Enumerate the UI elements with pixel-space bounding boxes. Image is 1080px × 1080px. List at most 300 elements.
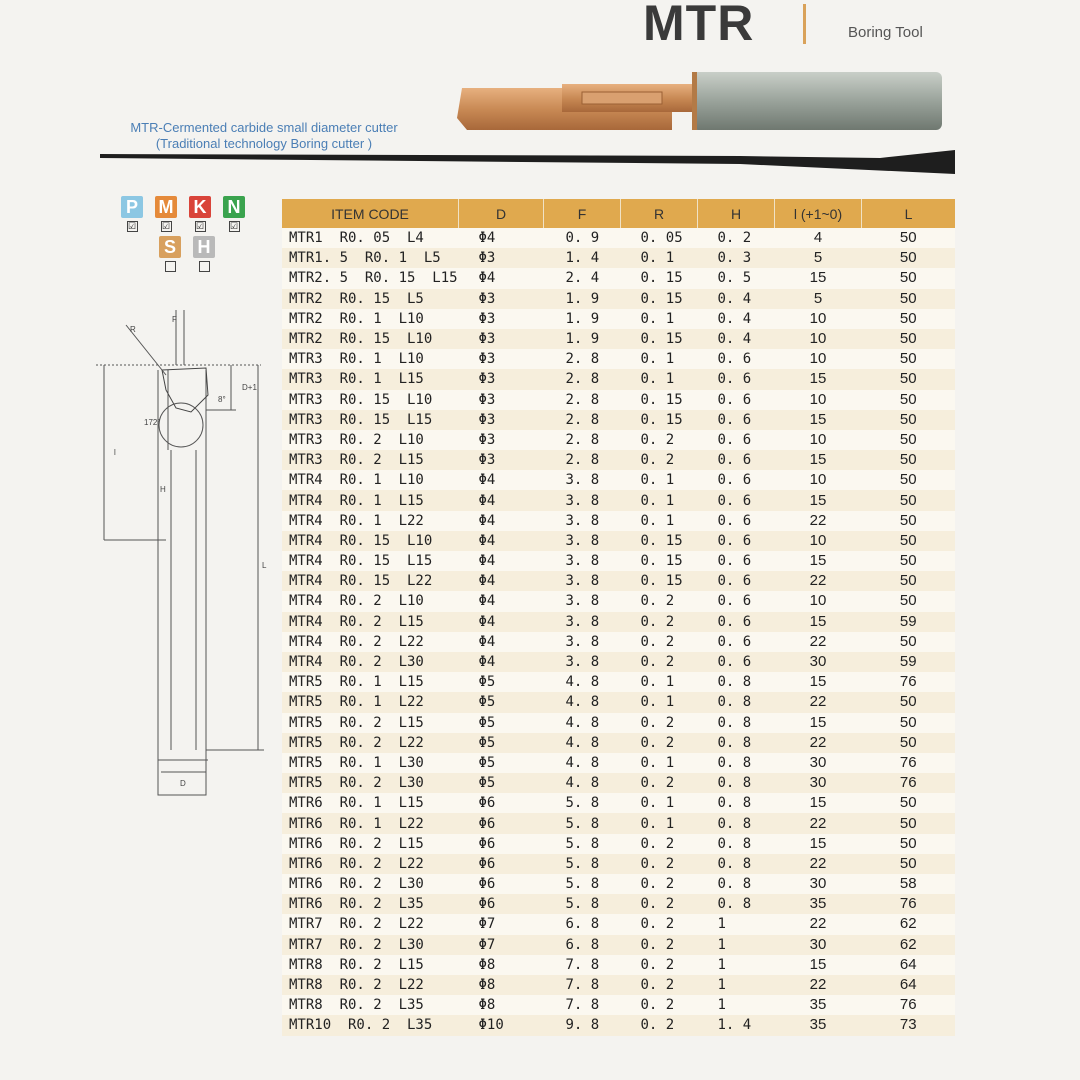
cell-h: 0. 6 [698, 591, 775, 611]
cell-item-code: MTR5 R0. 2 L30 [282, 773, 459, 793]
cell-d: Φ6 [459, 854, 544, 874]
cell-d: Φ4 [459, 571, 544, 591]
cell-h: 0. 8 [698, 733, 775, 753]
description-line-2: (Traditional technology Boring cutter ) [155, 136, 373, 151]
cell-h: 1 [698, 975, 775, 995]
cell-l-small: 30 [775, 753, 862, 773]
drawing-label-big-l: L [262, 561, 267, 570]
table-row [282, 935, 955, 955]
material-s [158, 236, 182, 272]
cell-item-code: MTR2 R0. 1 L10 [282, 309, 459, 329]
cell-item-code: MTR2. 5 R0. 15 L15 [282, 268, 459, 288]
cell-d: Φ6 [459, 793, 544, 813]
cell-f: 3. 8 [544, 612, 621, 632]
cell-item-code: MTR4 R0. 2 L22 [282, 632, 459, 652]
cell-h: 0. 6 [698, 571, 775, 591]
table-row [282, 955, 955, 975]
table-row [282, 430, 955, 450]
page-subtitle: Boring Tool [848, 24, 923, 41]
cell-item-code: MTR6 R0. 2 L30 [282, 874, 459, 894]
cell-l-big: 50 [862, 632, 956, 652]
header-l-big: L [862, 199, 956, 228]
cell-r: 0. 15 [621, 531, 698, 551]
drawing-label-r: R [130, 325, 136, 334]
cell-l-small: 22 [775, 975, 862, 995]
cell-l-small: 10 [775, 329, 862, 349]
material-m [154, 196, 178, 232]
cell-d: Φ4 [459, 632, 544, 652]
cell-f: 2. 8 [544, 369, 621, 389]
cell-r: 0. 1 [621, 793, 698, 813]
material-grid [120, 196, 260, 276]
cell-item-code: MTR4 R0. 2 L10 [282, 591, 459, 611]
cell-l-small: 30 [775, 773, 862, 793]
cell-l-big: 58 [862, 874, 956, 894]
cell-r: 0. 15 [621, 551, 698, 571]
cell-l-big: 50 [862, 813, 956, 833]
cell-h: 1 [698, 935, 775, 955]
cell-l-small: 15 [775, 369, 862, 389]
cell-r: 0. 2 [621, 713, 698, 733]
cell-r: 0. 2 [621, 894, 698, 914]
cell-l-small: 15 [775, 490, 862, 510]
cell-d: Φ6 [459, 813, 544, 833]
cell-l-small: 22 [775, 914, 862, 934]
cell-d: Φ4 [459, 612, 544, 632]
cell-r: 0. 2 [621, 935, 698, 955]
cell-r: 0. 05 [621, 228, 698, 248]
cell-f: 7. 8 [544, 955, 621, 975]
cell-d: Φ6 [459, 894, 544, 914]
cell-item-code: MTR4 R0. 15 L22 [282, 571, 459, 591]
table-row [282, 793, 955, 813]
table-body [282, 228, 955, 1036]
cell-item-code: MTR5 R0. 1 L22 [282, 692, 459, 712]
cell-f: 3. 8 [544, 551, 621, 571]
cell-h: 0. 8 [698, 753, 775, 773]
header-stripe [100, 150, 955, 174]
cell-r: 0. 2 [621, 652, 698, 672]
cell-h: 0. 6 [698, 390, 775, 410]
cell-d: Φ4 [459, 591, 544, 611]
cell-l-big: 64 [862, 975, 956, 995]
cell-l-big: 50 [862, 511, 956, 531]
cell-l-small: 10 [775, 309, 862, 329]
table-row [282, 551, 955, 571]
cell-h: 0. 4 [698, 309, 775, 329]
cell-f: 5. 8 [544, 793, 621, 813]
material-row [120, 196, 260, 232]
material-k [188, 196, 212, 232]
cell-l-big: 50 [862, 390, 956, 410]
cell-l-big: 50 [862, 410, 956, 430]
cell-l-big: 50 [862, 309, 956, 329]
cell-item-code: MTR3 R0. 15 L15 [282, 410, 459, 430]
header-f: F [544, 199, 621, 228]
cell-f: 4. 8 [544, 753, 621, 773]
cell-d: Φ8 [459, 975, 544, 995]
cell-h: 0. 6 [698, 430, 775, 450]
cell-d: Φ7 [459, 935, 544, 955]
cell-l-small: 4 [775, 228, 862, 248]
cell-f: 5. 8 [544, 834, 621, 854]
cell-r: 0. 15 [621, 268, 698, 288]
cell-r: 0. 2 [621, 591, 698, 611]
cell-d: Φ3 [459, 369, 544, 389]
cell-r: 0. 1 [621, 490, 698, 510]
cell-h: 0. 6 [698, 490, 775, 510]
cell-r: 0. 15 [621, 289, 698, 309]
cell-f: 4. 8 [544, 692, 621, 712]
cell-f: 1. 9 [544, 309, 621, 329]
cell-l-small: 10 [775, 591, 862, 611]
material-checkbox [165, 261, 176, 272]
cell-item-code: MTR6 R0. 2 L15 [282, 834, 459, 854]
cell-f: 2. 8 [544, 390, 621, 410]
cell-l-big: 50 [862, 713, 956, 733]
cell-h: 0. 3 [698, 248, 775, 268]
material-row [120, 236, 260, 272]
cell-f: 5. 8 [544, 874, 621, 894]
cell-l-big: 50 [862, 329, 956, 349]
cell-d: Φ3 [459, 390, 544, 410]
cell-f: 3. 8 [544, 652, 621, 672]
cell-l-small: 10 [775, 531, 862, 551]
cell-h: 0. 4 [698, 329, 775, 349]
table-row [282, 753, 955, 773]
cell-r: 0. 1 [621, 309, 698, 329]
cell-l-big: 59 [862, 612, 956, 632]
cell-d: Φ4 [459, 268, 544, 288]
material-letter: H [193, 236, 215, 258]
cell-h: 0. 6 [698, 410, 775, 430]
cell-d: Φ3 [459, 349, 544, 369]
cell-l-big: 50 [862, 551, 956, 571]
table-row [282, 329, 955, 349]
table-row [282, 369, 955, 389]
cell-r: 0. 15 [621, 571, 698, 591]
cell-h: 0. 8 [698, 692, 775, 712]
cell-l-big: 50 [862, 450, 956, 470]
cell-h: 1 [698, 995, 775, 1015]
drawing-label-172deg: 172° [144, 418, 161, 427]
cell-h: 0. 8 [698, 874, 775, 894]
cell-l-small: 15 [775, 450, 862, 470]
cell-item-code: MTR4 R0. 1 L15 [282, 490, 459, 510]
cell-f: 2. 8 [544, 450, 621, 470]
cell-l-big: 50 [862, 793, 956, 813]
cell-r: 0. 2 [621, 955, 698, 975]
header-h: H [698, 199, 775, 228]
cell-l-big: 64 [862, 955, 956, 975]
table-row [282, 349, 955, 369]
drawing-label-h: H [160, 485, 166, 494]
cell-r: 0. 2 [621, 975, 698, 995]
cell-l-big: 50 [862, 591, 956, 611]
cell-l-small: 15 [775, 410, 862, 430]
cell-item-code: MTR8 R0. 2 L35 [282, 995, 459, 1015]
cell-h: 1 [698, 914, 775, 934]
table-row [282, 268, 955, 288]
cell-h: 0. 6 [698, 632, 775, 652]
cell-h: 0. 8 [698, 813, 775, 833]
title-divider [803, 4, 806, 44]
cell-r: 0. 2 [621, 914, 698, 934]
cell-d: Φ4 [459, 531, 544, 551]
material-checkbox [199, 261, 210, 272]
table-row [282, 894, 955, 914]
cell-item-code: MTR3 R0. 2 L15 [282, 450, 459, 470]
cell-r: 0. 1 [621, 369, 698, 389]
cell-r: 0. 15 [621, 329, 698, 349]
cell-l-small: 5 [775, 289, 862, 309]
material-checkbox: ☑ [229, 221, 239, 231]
cell-item-code: MTR4 R0. 2 L15 [282, 612, 459, 632]
table-row [282, 914, 955, 934]
cell-d: Φ3 [459, 450, 544, 470]
page-title: MTR [643, 0, 755, 51]
header-l-small: l (+1~0) [775, 199, 862, 228]
cell-l-big: 50 [862, 470, 956, 490]
table-row [282, 834, 955, 854]
material-h [192, 236, 216, 272]
cell-h: 0. 4 [698, 289, 775, 309]
drawing-label-d1: D+1 [242, 383, 257, 392]
cell-f: 2. 8 [544, 410, 621, 430]
cell-l-small: 22 [775, 813, 862, 833]
table-row [282, 813, 955, 833]
cell-r: 0. 15 [621, 410, 698, 430]
cell-l-small: 30 [775, 874, 862, 894]
cell-d: Φ7 [459, 914, 544, 934]
drawing-label-d: D [180, 779, 186, 788]
cell-l-big: 62 [862, 935, 956, 955]
cell-h: 0. 8 [698, 773, 775, 793]
specification-table [282, 199, 955, 1036]
cell-f: 7. 8 [544, 995, 621, 1015]
cell-item-code: MTR8 R0. 2 L22 [282, 975, 459, 995]
material-p [120, 196, 144, 232]
cell-item-code: MTR4 R0. 15 L15 [282, 551, 459, 571]
cell-d: Φ5 [459, 713, 544, 733]
cell-r: 0. 2 [621, 834, 698, 854]
cell-item-code: MTR5 R0. 1 L15 [282, 672, 459, 692]
cell-item-code: MTR3 R0. 1 L10 [282, 349, 459, 369]
cell-f: 4. 8 [544, 672, 621, 692]
cell-h: 0. 6 [698, 450, 775, 470]
cell-h: 1 [698, 955, 775, 975]
table-row [282, 450, 955, 470]
cell-r: 0. 2 [621, 632, 698, 652]
cell-l-big: 50 [862, 228, 956, 248]
cell-item-code: MTR3 R0. 2 L10 [282, 430, 459, 450]
cell-l-small: 22 [775, 511, 862, 531]
cell-f: 3. 8 [544, 490, 621, 510]
cell-item-code: MTR7 R0. 2 L22 [282, 914, 459, 934]
cell-f: 0. 9 [544, 228, 621, 248]
description-line-1: MTR-Cermented carbide small diameter cutter [130, 120, 398, 135]
table-row [282, 490, 955, 510]
cell-d: Φ4 [459, 228, 544, 248]
cell-l-big: 50 [862, 268, 956, 288]
cell-f: 1. 9 [544, 289, 621, 309]
table-row [282, 248, 955, 268]
cell-h: 0. 2 [698, 228, 775, 248]
cell-l-small: 15 [775, 612, 862, 632]
table-row [282, 692, 955, 712]
cell-item-code: MTR3 R0. 1 L15 [282, 369, 459, 389]
cell-d: Φ5 [459, 753, 544, 773]
cell-l-small: 22 [775, 632, 862, 652]
table-row [282, 1015, 955, 1035]
cell-l-big: 50 [862, 490, 956, 510]
cell-l-small: 5 [775, 248, 862, 268]
table-row [282, 854, 955, 874]
cell-r: 0. 2 [621, 773, 698, 793]
cell-l-big: 50 [862, 531, 956, 551]
cell-f: 3. 8 [544, 470, 621, 490]
cell-f: 4. 8 [544, 713, 621, 733]
table-row [282, 531, 955, 551]
cell-item-code: MTR5 R0. 2 L15 [282, 713, 459, 733]
cell-f: 6. 8 [544, 935, 621, 955]
cell-r: 0. 1 [621, 753, 698, 773]
cell-r: 0. 2 [621, 430, 698, 450]
cell-l-big: 76 [862, 894, 956, 914]
cell-l-big: 50 [862, 248, 956, 268]
table-row [282, 632, 955, 652]
cell-item-code: MTR6 R0. 2 L22 [282, 854, 459, 874]
cell-h: 0. 6 [698, 652, 775, 672]
cell-l-small: 15 [775, 672, 862, 692]
cell-f: 3. 8 [544, 571, 621, 591]
cell-l-small: 22 [775, 854, 862, 874]
cell-r: 0. 2 [621, 733, 698, 753]
cell-d: Φ3 [459, 289, 544, 309]
cell-f: 5. 8 [544, 854, 621, 874]
material-n [222, 196, 246, 232]
cell-l-small: 10 [775, 390, 862, 410]
cell-item-code: MTR3 R0. 15 L10 [282, 390, 459, 410]
cell-r: 0. 1 [621, 248, 698, 268]
cell-d: Φ4 [459, 551, 544, 571]
drawing-label-8deg: 8° [218, 395, 226, 404]
cell-l-small: 15 [775, 955, 862, 975]
cell-f: 1. 4 [544, 248, 621, 268]
cell-f: 3. 8 [544, 511, 621, 531]
cell-l-small: 22 [775, 692, 862, 712]
cell-d: Φ3 [459, 248, 544, 268]
cell-item-code: MTR5 R0. 1 L30 [282, 753, 459, 773]
cell-l-small: 30 [775, 652, 862, 672]
cell-l-small: 30 [775, 935, 862, 955]
header-r: R [621, 199, 698, 228]
table-row [282, 975, 955, 995]
cell-r: 0. 1 [621, 692, 698, 712]
cell-r: 0. 2 [621, 874, 698, 894]
cell-l-small: 15 [775, 268, 862, 288]
table-row [282, 309, 955, 329]
cell-h: 0. 8 [698, 854, 775, 874]
cell-r: 0. 1 [621, 813, 698, 833]
cell-item-code: MTR4 R0. 15 L10 [282, 531, 459, 551]
cell-r: 0. 1 [621, 672, 698, 692]
cell-item-code: MTR6 R0. 1 L15 [282, 793, 459, 813]
cell-f: 3. 8 [544, 632, 621, 652]
cell-l-small: 15 [775, 713, 862, 733]
cell-f: 2. 4 [544, 268, 621, 288]
cell-d: Φ8 [459, 955, 544, 975]
material-letter: S [159, 236, 181, 258]
cell-item-code: MTR4 R0. 1 L22 [282, 511, 459, 531]
table-row [282, 672, 955, 692]
cell-d: Φ4 [459, 511, 544, 531]
cell-d: Φ3 [459, 329, 544, 349]
cell-h: 0. 8 [698, 672, 775, 692]
cell-f: 3. 8 [544, 591, 621, 611]
cell-d: Φ5 [459, 692, 544, 712]
cell-l-big: 62 [862, 914, 956, 934]
cell-l-small: 10 [775, 470, 862, 490]
cell-r: 0. 2 [621, 1015, 698, 1035]
cell-h: 0. 6 [698, 551, 775, 571]
cell-l-small: 10 [775, 349, 862, 369]
cell-h: 1. 4 [698, 1015, 775, 1035]
cell-f: 4. 8 [544, 733, 621, 753]
table-row [282, 289, 955, 309]
material-checkbox: ☑ [195, 221, 205, 231]
cell-d: Φ10 [459, 1015, 544, 1035]
table-row [282, 591, 955, 611]
cell-l-small: 10 [775, 430, 862, 450]
table-row [282, 410, 955, 430]
cell-r: 0. 2 [621, 995, 698, 1015]
cell-d: Φ4 [459, 652, 544, 672]
header-d: D [459, 199, 544, 228]
cell-r: 0. 1 [621, 349, 698, 369]
cell-l-big: 50 [862, 834, 956, 854]
material-letter: N [223, 196, 245, 218]
cell-r: 0. 2 [621, 612, 698, 632]
cell-f: 7. 8 [544, 975, 621, 995]
table-row [282, 652, 955, 672]
cell-item-code: MTR4 R0. 2 L30 [282, 652, 459, 672]
cell-d: Φ3 [459, 309, 544, 329]
table-row [282, 470, 955, 490]
material-checkbox: ☑ [127, 221, 137, 231]
cell-f: 5. 8 [544, 813, 621, 833]
cell-d: Φ6 [459, 834, 544, 854]
cell-item-code: MTR1. 5 R0. 1 L5 [282, 248, 459, 268]
cell-f: 1. 9 [544, 329, 621, 349]
drawing-label-f: F [172, 315, 177, 324]
cell-d: Φ3 [459, 430, 544, 450]
cell-item-code: MTR2 R0. 15 L5 [282, 289, 459, 309]
drawing-label-l: l [114, 448, 116, 457]
cell-l-big: 50 [862, 692, 956, 712]
cell-l-big: 76 [862, 995, 956, 1015]
cell-h: 0. 8 [698, 713, 775, 733]
cell-f: 5. 8 [544, 894, 621, 914]
table-row [282, 733, 955, 753]
header-item-code: ITEM CODE [282, 199, 459, 228]
cell-item-code: MTR7 R0. 2 L30 [282, 935, 459, 955]
cell-d: Φ5 [459, 773, 544, 793]
table-row [282, 228, 955, 248]
cell-l-small: 35 [775, 1015, 862, 1035]
cell-l-big: 76 [862, 753, 956, 773]
cell-d: Φ4 [459, 490, 544, 510]
